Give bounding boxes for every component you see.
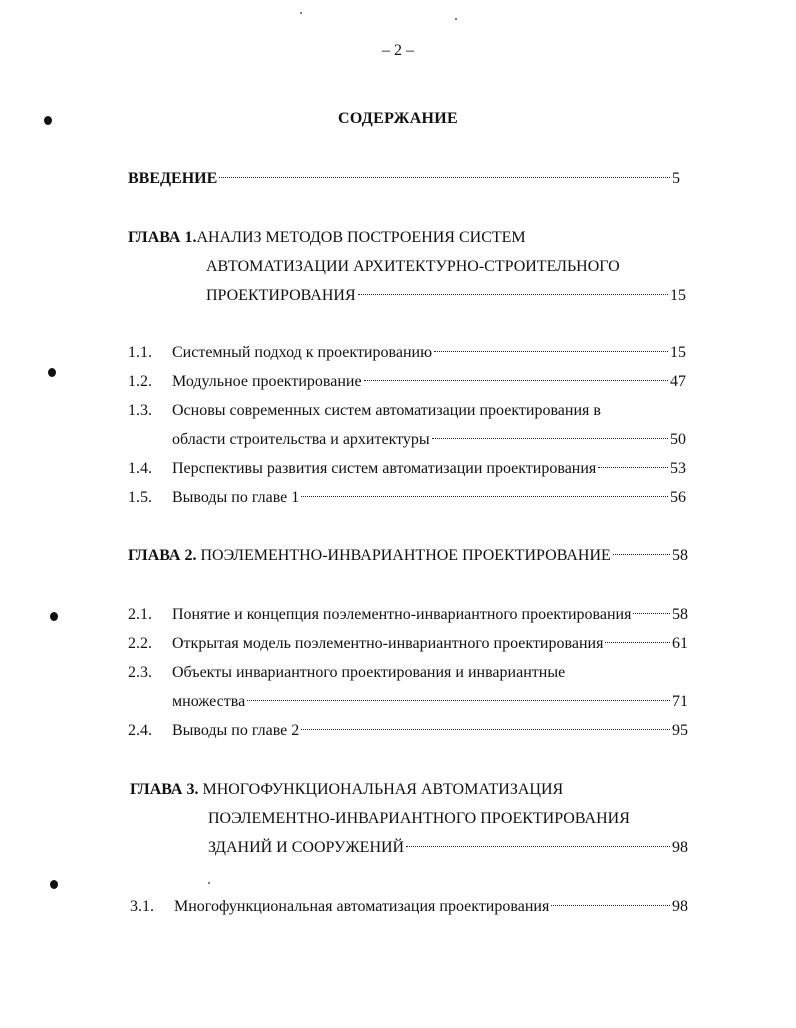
toc-page-number: 71 — [672, 693, 688, 710]
toc-entry-section[interactable] — [172, 341, 686, 365]
section-title[interactable]: Объекты инвариантного проектирования и инвариантные — [172, 664, 566, 681]
toc-entry-introduction[interactable] — [128, 167, 680, 191]
toc-entry-section[interactable] — [172, 719, 688, 743]
toc-entry-section[interactable] — [172, 632, 688, 656]
chapter-heading[interactable] — [128, 226, 526, 250]
section-title: Выводы по главе 2 — [172, 722, 300, 739]
chapter-title-line: ПОЭЛЕМЕНТНО-ИНВАРИАНТНОЕ ПРОЕКТИРОВАНИЕ — [200, 547, 611, 564]
chapter-title-line: АВТОМАТИЗАЦИИ АРХИТЕКТУРНО-СТРОИТЕЛЬНОГО — [206, 258, 620, 275]
scan-speck — [455, 18, 457, 20]
dot-leader — [364, 380, 668, 381]
section-number: 1.2. — [128, 373, 152, 390]
dot-leader — [598, 467, 668, 468]
section-title-continued: области строительства и архитектуры — [172, 431, 430, 448]
toc-page-number: 58 — [672, 547, 688, 564]
toc-entry-label: ВВЕДЕНИЕ — [128, 170, 218, 187]
dot-leader — [605, 642, 670, 643]
section-number: 2.2. — [128, 635, 152, 652]
dot-leader — [406, 846, 670, 847]
toc-page-number: 50 — [670, 431, 686, 448]
chapter-title-line: ПОЭЛЕМЕНТНО-ИНВАРИАНТНОГО ПРОЕКТИРОВАНИЯ — [208, 810, 630, 827]
chapter-prefix: ГЛАВА 2. — [128, 547, 197, 564]
toc-entry-section[interactable] — [172, 428, 686, 452]
chapter-prefix: ГЛАВА 1. — [128, 229, 197, 246]
binding-hole-dot — [48, 368, 56, 377]
toc-page-number: 15 — [670, 344, 686, 361]
toc-page-number: 95 — [672, 722, 688, 739]
section-title: Перспективы развития систем автоматизации проектирования — [172, 460, 597, 477]
dot-leader — [432, 438, 668, 439]
section-title-continued: множества — [172, 693, 246, 710]
toc-page-number: 61 — [672, 635, 688, 652]
section-number: 1.4. — [128, 460, 152, 477]
chapter-title-line: АНАЛИЗ МЕТОДОВ ПОСТРОЕНИЯ СИСТЕМ — [196, 229, 526, 246]
toc-page-number: 98 — [672, 839, 688, 856]
toc-entry-section[interactable] — [172, 457, 686, 481]
dot-leader — [219, 177, 670, 178]
section-title: Многофункциональная автоматизация проектирования — [174, 898, 550, 915]
chapter-title-last-line[interactable] — [208, 836, 688, 860]
toc-page-number: 53 — [670, 460, 686, 477]
section-number: 2.4. — [128, 722, 152, 739]
chapter-prefix: ГЛАВА 3. — [130, 781, 199, 798]
binding-hole-dot — [50, 880, 58, 889]
toc-entry-section[interactable] — [174, 895, 688, 919]
toc-entry-section[interactable] — [172, 486, 686, 510]
section-number: 2.1. — [128, 606, 152, 623]
page-title: СОДЕРЖАНИЕ — [337, 110, 459, 127]
dot-leader — [301, 496, 668, 497]
toc-page-number: 58 — [672, 606, 688, 623]
toc-page-number: 47 — [670, 373, 686, 390]
chapter-title-last-line[interactable] — [206, 284, 686, 308]
section-number: 2.3. — [128, 664, 152, 681]
scan-speck — [300, 12, 302, 14]
chapter-title-line: МНОГОФУНКЦИОНАЛЬНАЯ АВТОМАТИЗАЦИЯ — [202, 781, 564, 798]
binding-hole-dot — [50, 612, 58, 621]
page-number: – 2 – — [382, 42, 414, 59]
dot-leader — [613, 554, 670, 555]
scan-speck — [208, 882, 210, 884]
toc-entry-section[interactable] — [172, 370, 686, 394]
toc-entry-section[interactable] — [172, 603, 688, 627]
chapter-heading[interactable] — [128, 544, 688, 568]
toc-entry-section[interactable] — [172, 690, 688, 714]
section-number: 1.5. — [128, 489, 152, 506]
chapter-heading[interactable] — [130, 778, 563, 802]
binding-hole-dot — [44, 116, 52, 125]
toc-page-number: 98 — [672, 898, 688, 915]
section-number: 1.1. — [128, 344, 152, 361]
dot-leader — [301, 729, 670, 730]
toc-page-number: 56 — [670, 489, 686, 506]
section-title: Открытая модель поэлементно-инвариантного проектирования — [172, 635, 604, 652]
toc-page-number: 15 — [670, 287, 686, 304]
section-number: 1.3. — [128, 402, 152, 419]
dot-leader — [633, 613, 670, 614]
section-title: Понятие и концепция поэлементно-инвариантного проектирования — [172, 606, 632, 623]
section-title: Выводы по главе 1 — [172, 489, 300, 506]
toc-page-number: 5 — [672, 170, 680, 187]
dot-leader — [434, 351, 668, 352]
section-title[interactable]: Основы современных систем автоматизации проектирования в — [172, 402, 601, 419]
dot-leader — [358, 294, 668, 295]
section-number: 3.1. — [130, 898, 154, 915]
section-title: Системный подход к проектированию — [172, 344, 433, 361]
chapter-title-line: ЗДАНИЙ И СООРУЖЕНИЙ — [208, 839, 405, 856]
chapter-title-line: ПРОЕКТИРОВАНИЯ — [206, 287, 356, 304]
dot-leader — [247, 700, 670, 701]
dot-leader — [551, 905, 670, 906]
section-title: Модульное проектирование — [172, 373, 362, 390]
